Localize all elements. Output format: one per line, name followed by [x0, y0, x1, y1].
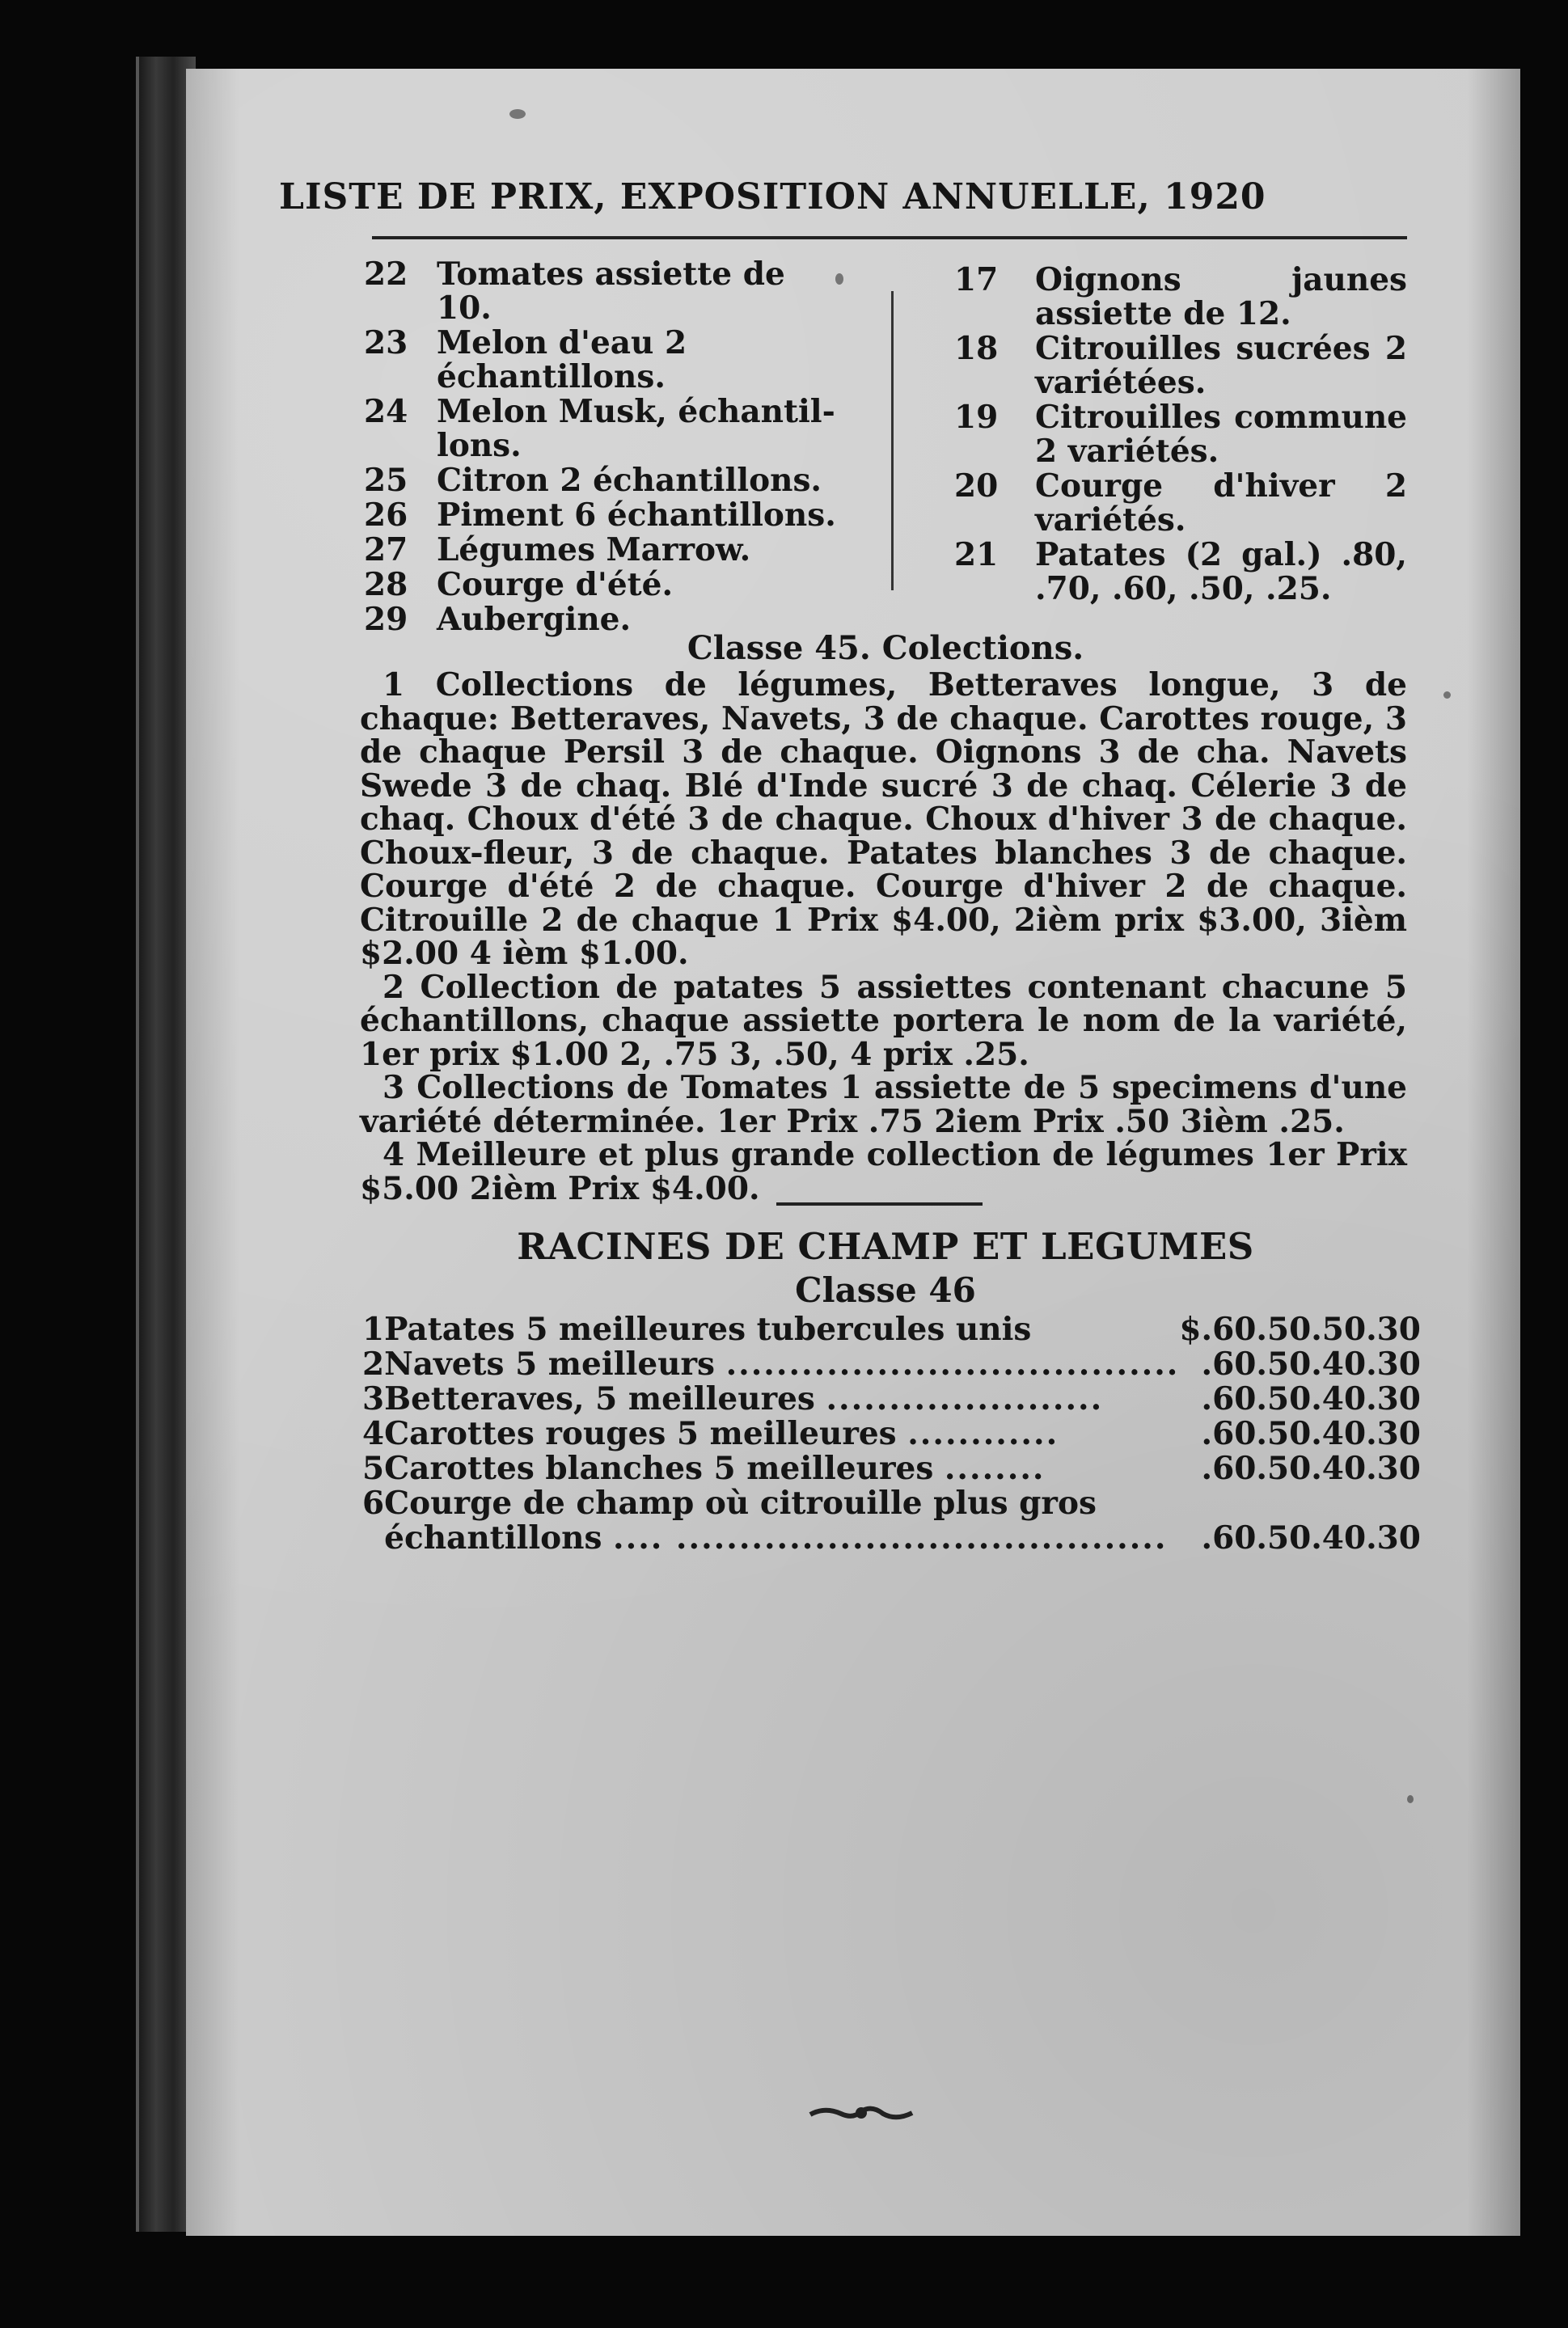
price-cell: .40: [1311, 1346, 1367, 1383]
list-item: [954, 469, 1407, 537]
price-cell: .40: [1311, 1519, 1367, 1557]
left-column: [364, 257, 849, 637]
list-item: [954, 538, 1407, 606]
list-item: [954, 400, 1407, 468]
currency-spacer: [1179, 1382, 1201, 1417]
price-cell: .50: [1256, 1415, 1312, 1452]
dot-leader: ......................: [826, 1382, 1104, 1417]
table-row: [362, 1347, 1421, 1382]
table-row: [362, 1382, 1421, 1417]
price-cell: .50: [1256, 1346, 1312, 1383]
price-cell: .60: [1201, 1450, 1257, 1487]
table-row: [362, 1417, 1421, 1451]
price-cell: .60: [1201, 1346, 1257, 1383]
row-name-text: Patates 5 meilleures tubercules unis: [384, 1312, 1032, 1347]
racines-title: RACINES DE CHAMP ET LEGUMES: [517, 1225, 1254, 1268]
price-cell: .50: [1256, 1380, 1312, 1418]
item-number: 25: [364, 462, 408, 499]
item-text: Légumes Marrow.: [437, 531, 751, 568]
price-cell: .60: [1201, 1519, 1257, 1557]
price-cell: .60: [1201, 1380, 1257, 1418]
item-number: 26: [364, 496, 408, 534]
item-text: Melon d'eau 2 échantillons.: [437, 324, 687, 395]
currency-spacer: [1179, 1451, 1201, 1486]
item-text: Aubergine.: [437, 601, 632, 638]
price-cell: .30: [1366, 1450, 1421, 1487]
row-name-text: Carottes blanches 5 meilleures: [384, 1451, 934, 1486]
row-number: 4: [362, 1415, 385, 1452]
paragraph: 3 Collections de Tomates 1 assiette de 5 specimens d'une variété déterminée. 1er Prix .75 2iem Prix .50 3ièm .25.: [360, 1069, 1407, 1140]
currency-spacer: [1179, 1347, 1201, 1382]
item-text: Citrouilles sucrées 2 variétées.: [1035, 330, 1407, 401]
item-text: Citron 2 échantillons.: [437, 462, 822, 499]
row-name: [384, 1451, 1179, 1486]
paragraph: 1 Collections de légumes, Betteraves longue, 3 de chaque: Betteraves, Navets, 3 de chaque. Carottes rouge, 3 de chaque Persil 3 de chaque. Oignons 3 de cha. Navets Swede 3 de chaq. Blé d'Inde sucré 3 de chaq. Célerie 3 de chaq. Choux d'été 3 de chaque. Choux d'hiver 3 de chaque. Choux-fleur, 3 de chaque. Patates blanches 3 de chaque. Courge d'été 2 de chaque. Courge d'hiver 2 de chaque. Citrouille 2 de chaque 1 Prix $4.00, 2ièm prix $3.00, 3ièm $2.00 4 ièm $1.00.: [360, 666, 1407, 972]
item-text: Patates (2 gal.) .80, .70, .60, .50, .25.: [1035, 536, 1407, 607]
price-cell: .40: [1311, 1415, 1367, 1452]
price-cell: .40: [1311, 1380, 1367, 1418]
dot-leader: .... .......................................: [613, 1519, 1168, 1556]
row-name-text: Betteraves, 5 meilleures: [384, 1382, 815, 1417]
price-cell: .30: [1366, 1519, 1421, 1557]
table-row: [362, 1312, 1421, 1347]
item-text: Melon Musk, échantillons.: [437, 393, 835, 464]
section-divider: [776, 1202, 983, 1206]
item-number: 23: [364, 324, 408, 361]
item-number: 27: [364, 531, 408, 568]
row-name-text: Carottes rouges 5 meilleures: [384, 1417, 897, 1451]
list-item: [364, 533, 849, 567]
item-text: Tomates assiette de 10.: [437, 256, 785, 327]
header-rule: [372, 236, 1407, 239]
item-number: 18: [954, 330, 999, 367]
item-text: Piment 6 échantillons.: [437, 496, 836, 534]
price-cell: .30: [1366, 1311, 1421, 1348]
item-text: Courge d'hiver 2 variétés.: [1035, 467, 1407, 539]
price-cell: .30: [1366, 1346, 1421, 1383]
currency-sign: $: [1179, 1311, 1202, 1348]
paragraph: 2 Collection de patates 5 assiettes contenant chacune 5 échantillons, chaque assiette portera le nom de la variété, 1er prix $1.00 2, .75 3, .50, 4 prix .25.: [360, 968, 1407, 1073]
list-item: [364, 498, 849, 532]
price-cell: .60: [1201, 1415, 1257, 1452]
price-cell: .50: [1311, 1311, 1367, 1348]
speck: [1407, 1795, 1414, 1803]
classe46-title: Classe 46: [795, 1270, 976, 1310]
item-text: Oignons jaunes assiette de 12.: [1035, 261, 1407, 332]
item-number: 22: [364, 256, 408, 293]
row-name: [384, 1312, 1179, 1347]
table-row: [362, 1486, 1421, 1556]
list-item: [364, 395, 849, 463]
running-head: LISTE DE PRIX, EXPOSITION ANNUELLE, 1920: [279, 176, 1266, 218]
price-cell: .50: [1256, 1519, 1312, 1557]
paragraph: 4 Meilleure et plus grande collection de légumes 1er Prix $5.00 2ièm Prix $4.00.: [360, 1136, 1407, 1207]
row-name-text-cont: échantillons: [384, 1519, 602, 1556]
row-number: 5: [362, 1450, 385, 1487]
table-row: [362, 1451, 1421, 1486]
item-number: 28: [364, 566, 408, 603]
speck: [1443, 691, 1451, 699]
item-text: Citrouilles commune 2 variétés.: [1035, 399, 1407, 470]
item-number: 17: [954, 261, 999, 298]
row-name: [384, 1417, 1179, 1451]
item-number: 21: [954, 536, 999, 573]
speck: [509, 109, 526, 119]
currency-spacer: [1179, 1486, 1201, 1556]
classe45-title: Classe 45. Colections.: [687, 629, 1084, 667]
row-name: [384, 1347, 1179, 1382]
list-item: [364, 257, 849, 325]
list-item: [364, 326, 849, 394]
list-item: [364, 463, 849, 497]
row-name: [384, 1382, 1179, 1417]
item-number: 24: [364, 393, 408, 430]
dot-leader: ....................................: [725, 1347, 1180, 1382]
price-cell: .40: [1311, 1450, 1367, 1487]
row-name-text: Courge de champ où citrouille plus gros: [384, 1486, 1097, 1522]
right-column: [954, 263, 1407, 606]
row-number: 3: [362, 1380, 385, 1418]
price-cell: .30: [1366, 1415, 1421, 1452]
price-cell: .50: [1256, 1311, 1312, 1348]
row-number: 1: [362, 1311, 385, 1348]
currency-spacer: [1179, 1417, 1201, 1451]
list-item: [954, 332, 1407, 399]
dot-leader: ............: [907, 1417, 1059, 1451]
row-number: 6: [362, 1485, 385, 1522]
item-number: 20: [954, 467, 999, 505]
row-number: 2: [362, 1346, 385, 1383]
list-item: [954, 263, 1407, 331]
price-cell: .60: [1201, 1311, 1257, 1348]
price-cell: .50: [1256, 1450, 1312, 1487]
price-cell: .30: [1366, 1380, 1421, 1418]
item-text: Courge d'été.: [437, 566, 674, 603]
item-number: 29: [364, 601, 408, 638]
dot-leader: ........: [944, 1451, 1046, 1486]
list-item: [364, 568, 849, 602]
price-table: [362, 1312, 1421, 1556]
row-name: [384, 1486, 1179, 1556]
row-name-text: Navets 5 meilleurs: [384, 1347, 715, 1382]
printer-ornament: [809, 2103, 914, 2124]
column-divider: [891, 291, 894, 590]
classe45-body: [360, 666, 1407, 1207]
item-number: 19: [954, 399, 999, 436]
speck: [835, 273, 843, 285]
